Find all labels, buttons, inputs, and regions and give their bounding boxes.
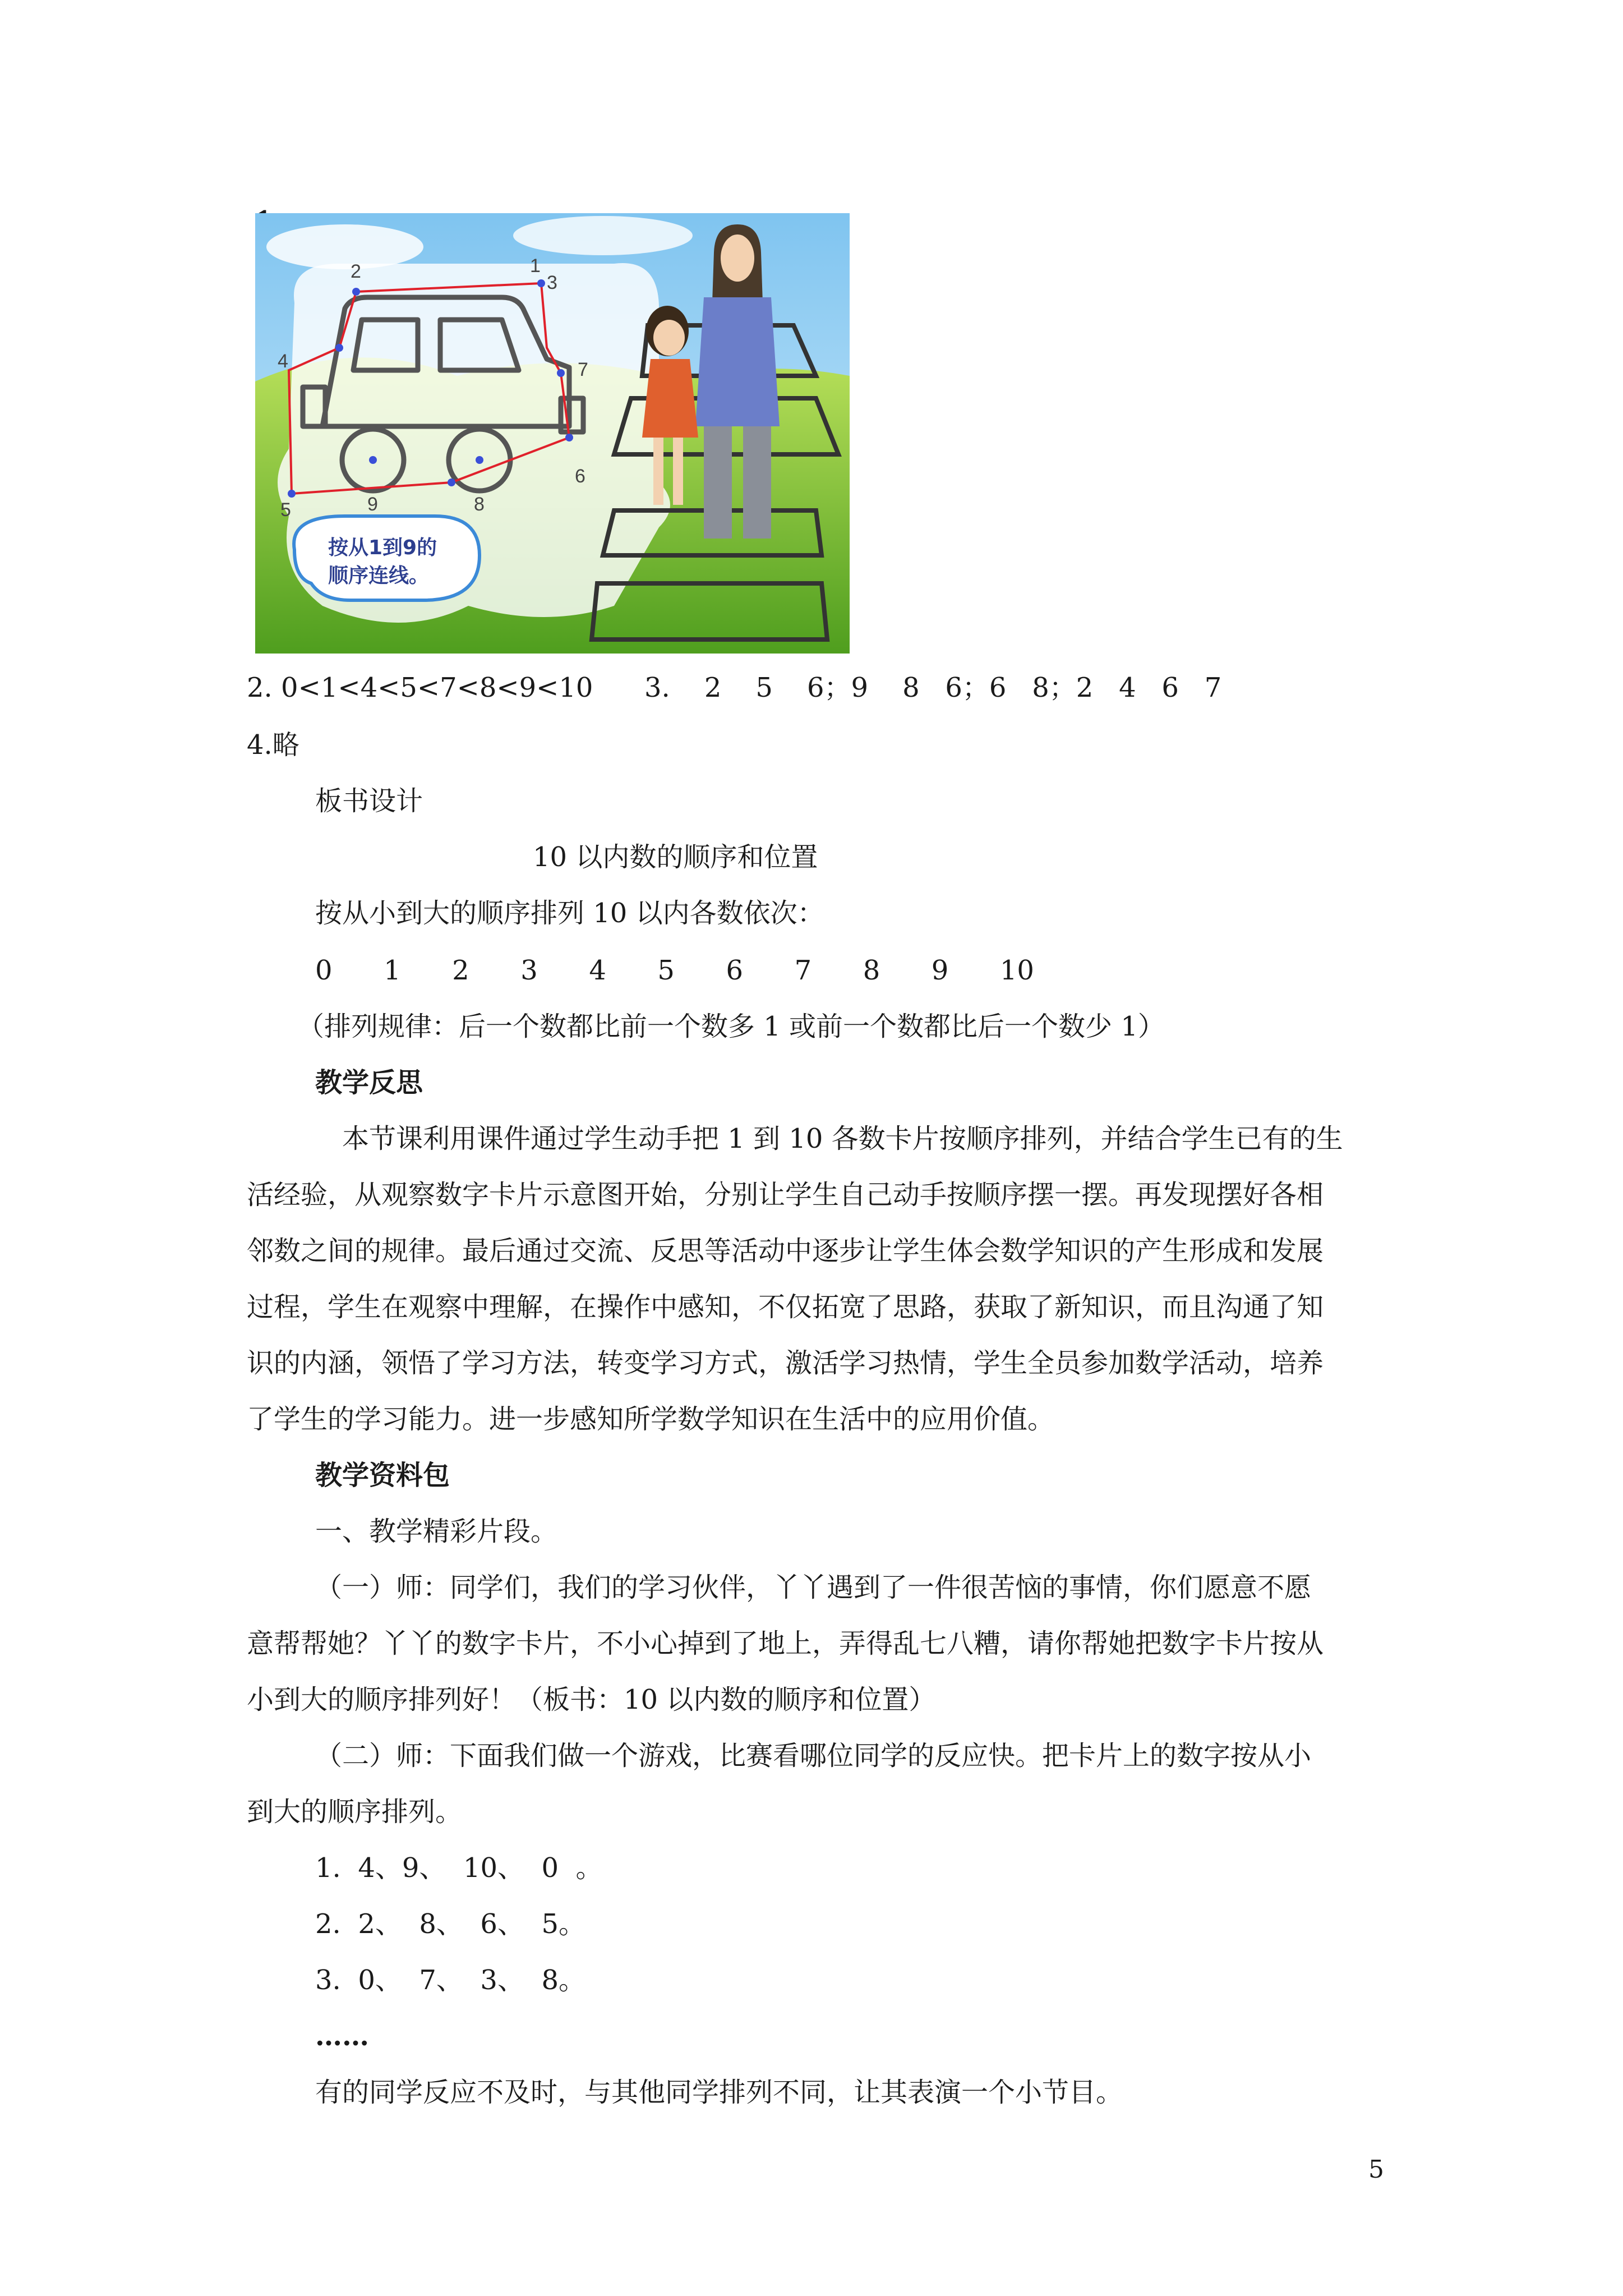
number-sequence: 0 1 2 3 4 5 6 7 8 9 10 [315, 955, 1034, 986]
reflection-paragraph-line: 了学生的学习能力。进一步感知所学数学知识在生活中的应用价值。 [247, 1404, 1055, 1435]
speech-bubble-text-1: 按从1到9的 [328, 536, 437, 559]
segment-paragraph-line: 小到大的顺序排列好！（板书：10 以内数的顺序和位置） [247, 1684, 936, 1715]
connect-dots-illustration [255, 213, 850, 654]
speech-bubble-text-2: 顺序连线。 [328, 564, 430, 587]
ellipsis: …… [315, 2021, 369, 2052]
page-number: 5 [1368, 2155, 1384, 2184]
dot-number: 9 [367, 494, 378, 515]
exercise-line: 1. 4、9、 10、 0 。 [315, 1852, 603, 1884]
dot-number: 7 [578, 359, 588, 380]
exercise-line: 3. 0、 7、 3、 8。 [315, 1964, 586, 1996]
board-design-heading: 板书设计 [315, 785, 423, 817]
speech-bubble [294, 516, 479, 600]
segment-paragraph-line: 意帮帮她？丫丫的数字卡片，不小心掉到了地上，弄得乱七八糟，请你帮她把数字卡片按从 [247, 1628, 1324, 1659]
closing-line: 有的同学反应不及时，与其他同学排列不同，让其表演一个小节目。 [315, 2077, 1123, 2108]
board-design-line: 按从小到大的顺序排列 10 以内各数依次： [315, 898, 824, 929]
board-design-title: 10 以内数的顺序和位置 [533, 841, 818, 873]
dot-number: 1 [530, 255, 541, 277]
sequence-rule: （排列规律：后一个数都比前一个数多 1 或前一个数都比后一个数少 1） [297, 1011, 1165, 1042]
section-heading: 一、教学精彩片段。 [315, 1516, 558, 1547]
reflection-paragraph-line: 邻数之间的规律。最后通过交流、反思等活动中逐步让学生体会数学知识的产生形成和发展 [247, 1235, 1324, 1267]
segment-paragraph-line: 到大的顺序排列。 [247, 1796, 463, 1828]
answer-2-3: 2. 0<1<4<5<7<8<9<10 3. 2 5 6；9 8 6；6 8；2 4 6 7 [247, 672, 1222, 703]
teaching-reflection-heading: 教学反思 [315, 1067, 423, 1098]
dot-number: 8 [474, 494, 485, 515]
dot-number: 2 [351, 261, 361, 282]
segment-paragraph-line: （一）师：同学们，我们的学习伙伴，丫丫遇到了一件很苦恼的事情，你们愿意不愿 [315, 1572, 1312, 1603]
answer-4: 4.略 [247, 729, 299, 761]
reflection-paragraph-line: 本节课利用课件通过学生动手把 1 到 10 各数卡片按顺序排列，并结合学生已有的生 [342, 1123, 1343, 1154]
reflection-paragraph-line: 过程，学生在观察中理解，在操作中感知，不仅拓宽了思路，获取了新知识，而且沟通了知 [247, 1291, 1324, 1323]
dot-number: 6 [575, 466, 585, 487]
reflection-paragraph-line: 识的内涵，领悟了学习方法，转变学习方式，激活学习热情，学生全员参加数学活动，培养 [247, 1347, 1324, 1379]
dot-number: 3 [547, 272, 557, 293]
dot-number: 5 [280, 499, 291, 521]
dot-number: 4 [278, 351, 288, 372]
segment-paragraph-line: （二）师：下面我们做一个游戏，比赛看哪位同学的反应快。把卡片上的数字按从小 [315, 1740, 1312, 1772]
resource-pack-heading: 教学资料包 [315, 1460, 450, 1491]
exercise-line: 2. 2、 8、 6、 5。 [315, 1908, 586, 1940]
reflection-paragraph-line: 活经验，从观察数字卡片示意图开始，分别让学生自己动手按顺序摆一摆。再发现摆好各相 [247, 1179, 1324, 1211]
